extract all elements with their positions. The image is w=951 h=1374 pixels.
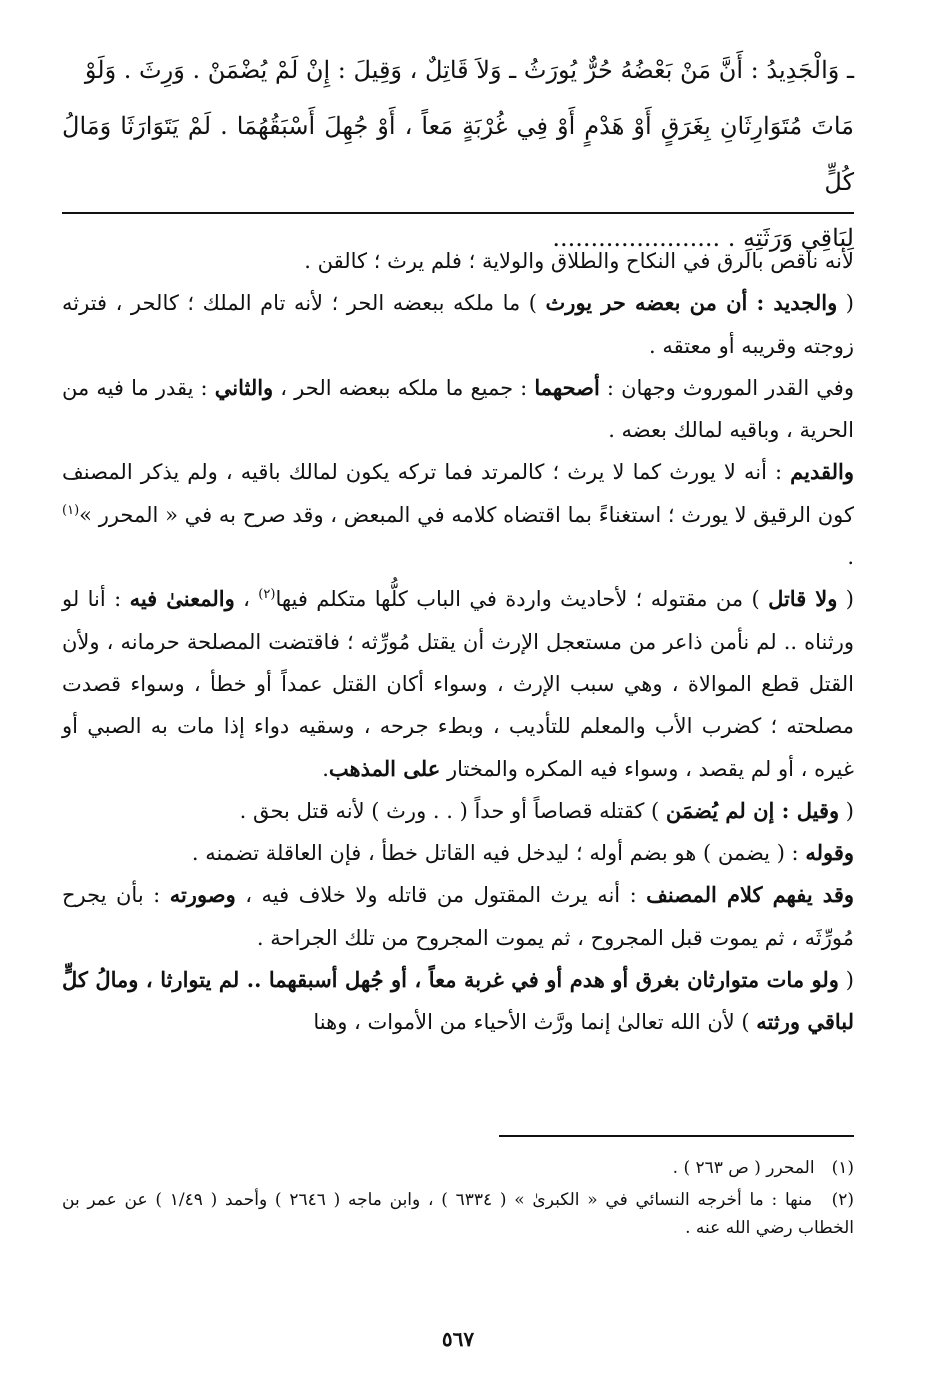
footnote-ref-2: (٢) — [258, 587, 276, 603]
footnote-number: (٢) — [831, 1190, 854, 1210]
footnote-separator-rule — [499, 1135, 854, 1137]
bold-quote: وقيل : إن لم يُضمَن — [665, 797, 840, 823]
matn-dots: ...................... — [552, 224, 721, 252]
footnote-1 — [62, 1154, 854, 1182]
footnote-ref-1: (١) — [62, 502, 80, 518]
sharh-paragraph-3: وفي القدر الموروث وجهان : أصحهما : جميع ما ملكه ببعضه الحر ، والثاني : يقدر ما فيه من الحرية ، وباقيه لمالك بعضه . — [62, 374, 854, 443]
sharh-paragraph-2: ( والجديد : أن من بعضه حر يورث ) ما ملكه ببعضه الحر ؛ لأنه تام الملك ؛ كالحر ، فترثه زوجته وقريبه أو معتقه . — [62, 290, 854, 358]
sharh-commentary — [62, 240, 854, 1044]
book-page — [62, 42, 854, 1362]
bold-term: والثاني — [214, 374, 274, 400]
bold-term: والقديم — [790, 459, 854, 485]
sharh-paragraph-7: وقوله : ( يضمن ) هو بضم أوله ؛ ليدخل فيه القاتل خطأ ، فإن العاقلة تضمنه . — [191, 840, 854, 866]
bold-term: وصورته — [169, 882, 236, 908]
bold-quote: والجديد : أن من بعضه حر يورث — [545, 290, 838, 316]
sharh-paragraph-8: وقد يفهم كلام المصنف : أنه يرث المقتول من قاتله ولا خلاف فيه ، وصورته : بأن يجرح مُورِّثَه ، ثم يموت قبل المجروح ، ثم يموت المجروح من تلك الجراحة . — [62, 882, 855, 950]
page-number: ٥٦٧ — [441, 1327, 475, 1351]
footnote-text: المحرر ( ص ٢٦٣ ) . — [672, 1158, 815, 1178]
sharh-paragraph-5: ( ولا قاتل ) من مقتوله ؛ لأحاديث واردة في الباب كلُّها متكلم فيها$^{(٢)}$ ، والمعنىٰ فيه : أنا لو ورثناه .. لم نأمن ذاعر من مستعجل الإرث أن يقتل مُورِّثه ؛ فاقتضت المصلحة حرمانه ، ولأن القتل قطع الموالاة ، وهي سبب الإرث ، وسواء أكان القتل عمداً أو خطأ ، وسواء قصدت مصلحته ؛ كضرب الأب والمعلم للتأديب ، وبطء جرحه ، وسقيه دواء إذا مات به الصبي أو غيره ، أو لم يقصد ، وسواء فيه المكره والمختار على المذهب. — [62, 586, 854, 781]
bold-quote: ولا قاتل — [768, 586, 838, 612]
matn-text — [62, 42, 854, 252]
bold-term: وقد يفهم كلام المصنف — [646, 882, 855, 908]
bold-term: أصحهما — [534, 374, 600, 400]
footnote-2 — [62, 1186, 854, 1242]
sharh-paragraph-1: لأنه ناقص بالرق في النكاح والطلاق والولاية ؛ فلم يرث ؛ كالقن . — [304, 249, 854, 273]
bold-quote: ولو مات متوارثان بغرق أو هدم أو في غربة معاً ، أو جُهل أسبقهما .. لم يتوارثا ، ومالُ كلٍّ لباقي ورثته — [62, 967, 854, 1035]
bold-term: وقوله — [805, 840, 854, 866]
matn-separator-rule — [62, 212, 854, 214]
matn-line-3-text: لِبَاقِي وَرَثَتِهِ . — [727, 224, 854, 252]
footnote-number: (١) — [831, 1158, 854, 1178]
footnote-text: منها : ما أخرجه النسائي في « الكبرىٰ » ( ٦٣٣٤ ) ، وابن ماجه ( ٢٦٤٦ ) وأحمد ( ١/٤٩ ) عن عمر بن الخطاب رضي الله عنه . — [62, 1190, 854, 1238]
footnotes — [62, 1154, 854, 1246]
bold-term: على المذهب — [328, 755, 441, 781]
matn-line-1: ـ وَالْجَدِيدُ : أَنَّ مَنْ بَعْضُهُ حُرٌّ يُورَثُ ـ وَلاَ قَاتِلٌ ، وَقِيلَ : إِنْ لَمْ يُضْمَنْ . وَرِثَ . وَلَوْ — [84, 56, 854, 84]
sharh-paragraph-4: والقديم : أنه لا يورث كما لا يرث ؛ كالمرتد فما تركه يكون لمالك باقيه ، ولم يذكر المصنف كون الرقيق لا يورث ؛ استغناءً بما اقتضاه كلامه في المبعض ، وقد صرح به في « المحرر »$^{(١)}$ . — [62, 459, 854, 570]
bold-term: والمعنىٰ فيه — [129, 586, 235, 612]
matn-line-2: مَاتَ مُتَوَارِثَانِ بِغَرَقٍ أَوْ هَدْمٍ أَوْ فِي غُرْبَةٍ مَعاً ، أَوْ جُهِلَ أَسْبَقُهُمَا . لَمْ يَتَوَارَثَا وَمَالُ كُلٍّ — [62, 112, 854, 196]
sharh-paragraph-9: ( ولو مات متوارثان بغرق أو هدم أو في غربة معاً ، أو جُهل أسبقهما .. لم يتوارثا ، ومالُ كلٍّ لباقي ورثته ) لأن الله تعالىٰ إنما ورَّث الأحياء من الأموات ، وهنا — [62, 967, 854, 1035]
sharh-paragraph-6: ( وقيل : إن لم يُضمَن ) كقتله قصاصاً أو حداً ( . . ورث ) لأنه قتل بحق . — [239, 797, 854, 823]
